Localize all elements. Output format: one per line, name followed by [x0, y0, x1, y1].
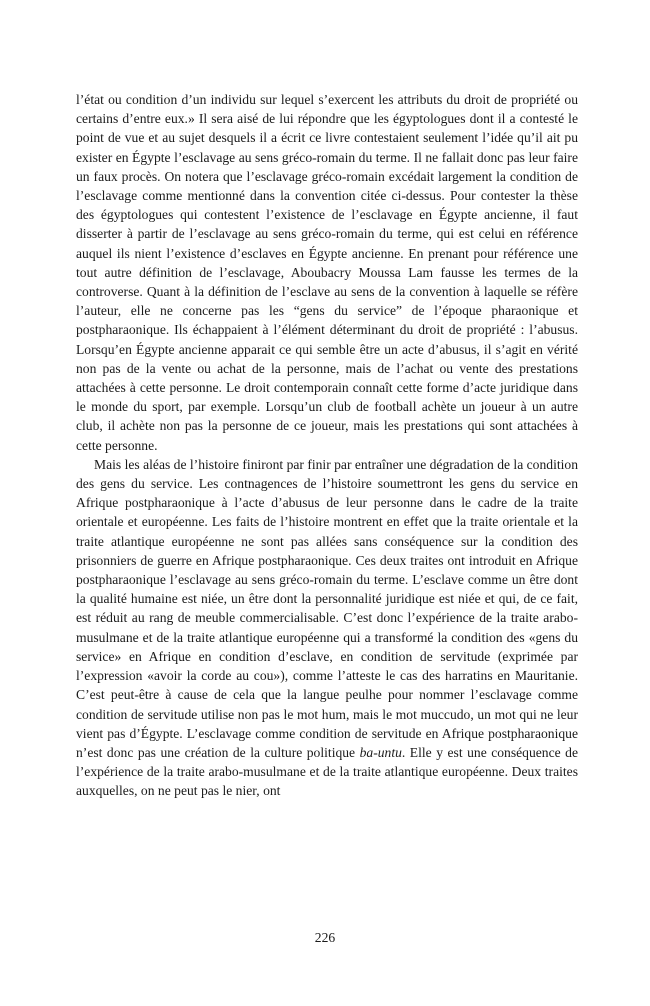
paragraph-text: . Elle y est une conséquence de l’expérience de la traite arabo-musulmane et de la traite atlantique européenne. Deux traites auxquelles, on ne peut pas le nier, ont [76, 744, 579, 799]
paragraph: l’état ou condition d’un individu sur lequel s’exercent les attributs du droit de propriété ou certains d’entre eux.» Il sera aisé de lui répondre que les égyptologues dont il a contesté le point de vue et au sujet desquels il a écrit ce livre contestaient seulement l’idée qu’il ait pu exister en Égypte l’esclavage au sens gréco-romain du terme. Il ne fallait donc pas leur faire un faux procès. On notera que l’esclavage gréco-romain excédait largement la condition de l’esclavage comme mentionné dans la convention citée ci-dessus. Pour contester la thèse des égyptologues qui contestent l’existence de l’esclavage en Égypte ancienne, il faut disserter à partir de l’esclavage au sens gréco-romain du terme, qui est celui en référence auquel ils nient l’existence d’esclaves en Égypte ancienne. En prenant pour référence une tout autre définition de l’esclavage, Aboubacry Moussa Lam fausse les termes de la controverse. Quant à la définition de l’esclave au sens de la convention à laquelle se réfère l’auteur, elle ne concerne pas les “gens du service” de l’époque pharaonique et postpharaonique. Ils échappaient à l’élément déterminant du droit de propriété : l’abusus. Lorsqu’en Égypte ancienne apparait ce qui semble être un acte d’abusus, il s’agit en vérité non pas de la vente ou achat de la personne, mais de l’achat ou vente des prestations attachées à cette personne. Le droit contemporain connaît cette forme d’acte juridique dans le monde du sport, par exemple. Lorsqu’un club de football achète un joueur à un autre club, il achète non pas la personne de ce joueur, mais les prestations qui sont attachées à cette personne. [76, 92, 578, 453]
paragraph [76, 455, 578, 801]
page-number: 226 [314, 930, 336, 945]
italic-term: ba-untu [359, 744, 402, 760]
page-body [76, 90, 578, 801]
paragraph-text: Mais les aléas de l’histoire finiront par finir par entraîner une dégradation de la condition des gens du service. Les contnagences de l’histoire soumettront les gens du service en Afrique postpharaonique à l’acte d’abusus de leur personne dans le cadre de la traite orientale et européenne. Les faits de l’histoire montrent en effet que la traite orientale et la traite atlantique européenne ne sont pas allées sans conséquence sur la condition des prisonniers de guerre en Afrique postpharaonique. Ces deux traites ont introduit en Afrique postpharaonique l’esclavage au sens gréco-romain du terme. L’esclave comme un être dont la qualité humaine est niée, un être dont la personnalité juridique est niée et qui, de ce fait, est réduit au rang de meuble commercialisable. C’est donc l’expérience de la traite arabo-musulmane et de la traite atlantique européenne qui a transformé la condition des «gens du service» en Afrique en condition d’esclave, en condition de servitude (exprimée par l’expression «avoir la corde au cou»), comme l’atteste le cas des harratins en Mauritanie. C’est peut-être à cause de cela que la langue peulhe pour nommer l’esclavage comme condition de servitude utilise non pas le mot hum, mais le mot muccudo, un mot qui ne leur vient pas d’Égypte. L’esclavage comme condition de servitude en Afrique postpharaonique n’est donc pas une création de la culture politique [76, 456, 578, 760]
